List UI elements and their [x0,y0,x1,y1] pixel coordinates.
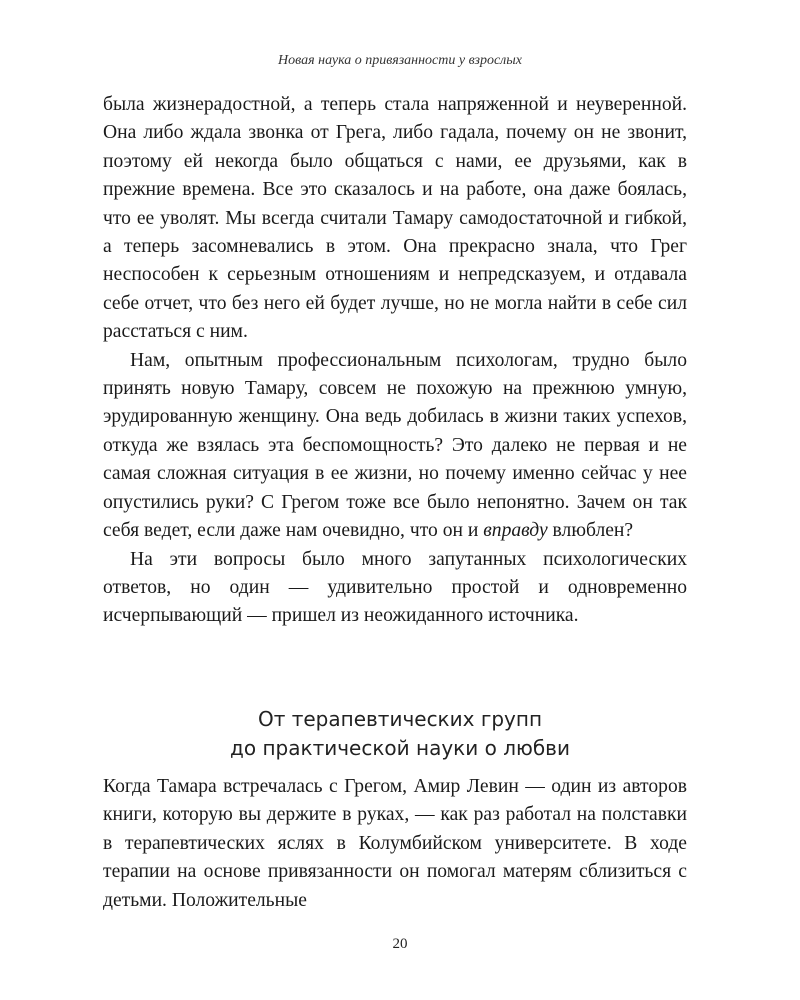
running-head: Новая наука о привязанности у взрослых [278,53,522,68]
paragraph-4: Когда Тамара встречалась с Грегом, Амир Левин — один из авторов книги, которую вы держите в руках, — как раз работал на полставки в терапевтических яслях в Колумбийском университете. В ходе терапии на основе привязанности он помогал матерям сблизиться с детьми. Положительные [103,776,687,911]
paragraph-3: На эти вопросы было много запутанных психологических ответов, но один — удивительно простой и одновременно исчерпывающий — пришел из неожиданного источника. [103,548,687,627]
section-heading-line-1: От терапевтических групп [257,707,543,731]
emphasis-word: вправду [483,520,548,542]
section-heading-line-2: до практической науки о любви [230,736,570,760]
paragraph-2-part-2: влюблен? [547,520,634,542]
section-heading [0,705,800,763]
page-number: 20 [392,936,408,952]
paragraph-2-part-1: Нам, опытным профессиональным психологам, трудно было принять новую Тамару, совсем не похожую на прежнюю умную, эрудированную женщину. Она ведь добилась в жизни таких успехов, откуда же взялась эта беспомощность? Это далеко не первая и не самая сложная ситуация в ее жизни, но почему именно сейчас у нее опустились руки? С Грегом тоже все было непонятно. Зачем он так себя ведет, если даже нам очевидно, что он и [103,349,687,542]
section-text [103,773,687,915]
paragraph-1: была жизнерадостной, а теперь стала напряженной и неуверенной. Она либо ждала звонка от Грега, либо гадала, почему он не звонит, поэтому ей некогда было общаться с нами, ее друзьями, как в прежние времена. Все это сказалось и на работе, она даже боялась, что ее уволят. Мы всегда считали Тамару самодостаточной и гибкой, а теперь засомневались в этом. Она прекрасно знала, что Грег неспособен к серьезным отношениям и непредсказуем, и отдавала себе отчет, что без него ей будет лучше, но не могла найти в себе сил расстаться с ним. [103,94,687,343]
paragraph-2 [103,347,687,546]
main-text [103,91,687,631]
